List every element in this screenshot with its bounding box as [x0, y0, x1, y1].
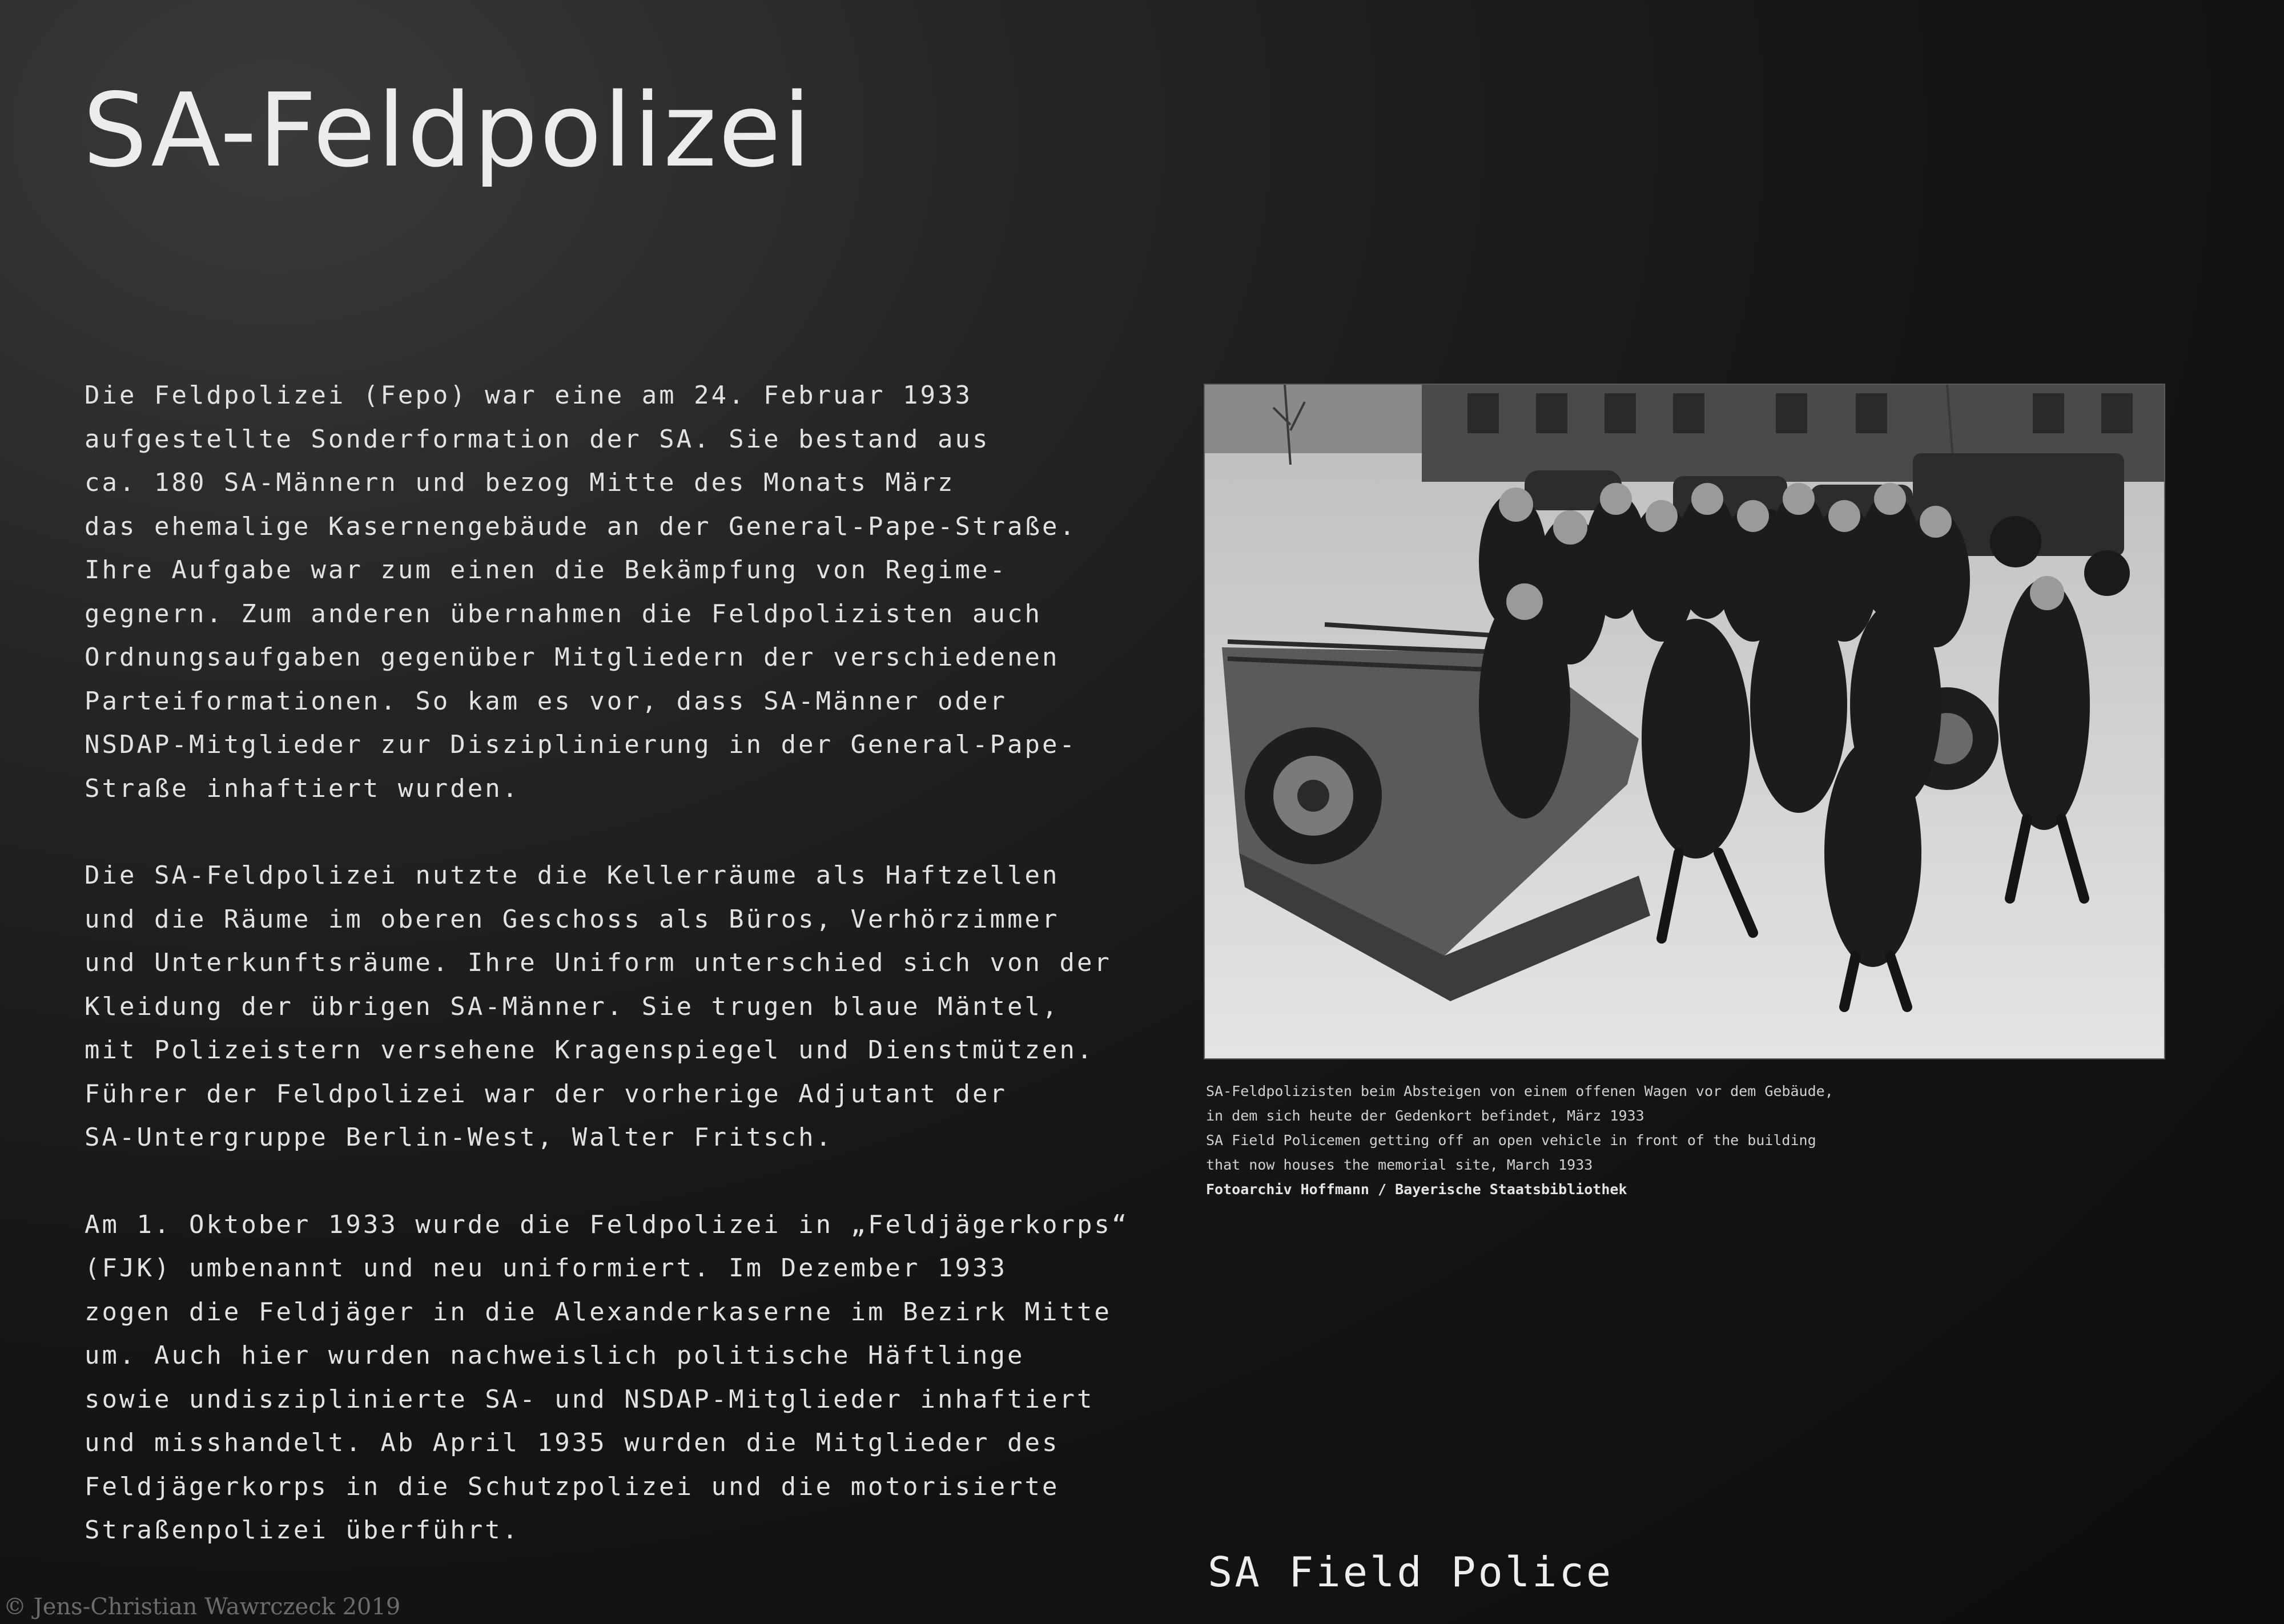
text-line: Am 1. Oktober 1933 wurde die Feldpolizei in „Feldjägerkorps“ — [85, 1210, 1129, 1239]
text-line: Die Feldpolizei (Fepo) war eine am 24. Februar 1933 — [85, 381, 973, 410]
text-line: gegnern. Zum anderen übernahmen die Feldpolizisten auch — [85, 599, 1042, 628]
text-line: Straßenpolizei überführt. — [85, 1516, 520, 1545]
text-line: aufgestellte Sonderformation der SA. Sie bestand aus — [85, 424, 990, 454]
text-line: ca. 180 SA-Männern und bezog Mitte des Monats März — [85, 468, 955, 497]
text-line: um. Auch hier wurden nachweislich politische Häftlinge — [85, 1341, 1025, 1370]
text-line: SA-Untergruppe Berlin-West, Walter Fritsch. — [85, 1123, 834, 1152]
paragraph-2 — [85, 854, 1112, 1160]
historical-photo — [1204, 384, 2165, 1059]
text-line: und die Räume im oberen Geschoss als Büros, Verhörzimmer — [85, 904, 1060, 934]
text-line: sowie undisziplinierte SA- und NSDAP-Mitglieder inhaftiert — [85, 1384, 1095, 1414]
paragraph-3 — [85, 1203, 1129, 1553]
body-text — [85, 374, 1129, 1596]
text-line: Feldjägerkorps in die Schutzpolizei und die motorisierte — [85, 1472, 1060, 1501]
text-line: (FJK) umbenannt und neu uniformiert. Im Dezember 1933 — [85, 1254, 1007, 1283]
text-line: Parteiformationen. So kam es vor, dass SA-Männer oder — [85, 686, 1007, 716]
caption-line: that now houses the memorial site, March 1933 — [1206, 1156, 1593, 1173]
caption-line: SA Field Policemen getting off an open vehicle in front of the building — [1206, 1132, 1816, 1149]
paragraph-1 — [85, 374, 1089, 811]
caption-line: SA-Feldpolizisten beim Absteigen von einem offenen Wagen vor dem Gebäude, — [1206, 1083, 1833, 1099]
text-line: und Unterkunftsräume. Ihre Uniform unterschied sich von der — [85, 948, 1112, 977]
text-line: NSDAP-Mitglieder zur Disziplinierung in der General-Pape- — [85, 730, 1077, 759]
text-line: Ihre Aufgabe war zum einen die Bekämpfung von Regime- — [85, 555, 1007, 585]
text-line: zogen die Feldjäger in die Alexanderkaserne im Bezirk Mitte — [85, 1297, 1112, 1327]
text-line: Ordnungsaufgaben gegenüber Mitgliedern der verschiedenen — [85, 643, 1060, 672]
text-line: und misshandelt. Ab April 1935 wurden die Mitglieder des — [85, 1428, 1060, 1457]
text-line: das ehemalige Kasernengebäude an der General-Pape-Straße. — [85, 511, 1077, 541]
caption-line: in dem sich heute der Gedenkort befindet, März 1933 — [1206, 1107, 1644, 1124]
text-line: Die SA-Feldpolizei nutzte die Kellerräume als Haftzellen — [85, 861, 1060, 890]
text-line: Kleidung der übrigen SA-Männer. Sie trugen blaue Mäntel, — [85, 992, 1060, 1021]
text-line: Straße inhaftiert wurden. — [85, 773, 520, 803]
copyright-watermark: © Jens-Christian Wawrczeck 2019 — [3, 1594, 401, 1620]
text-line: mit Polizeistern versehene Kragenspiegel und Dienstmützen. — [85, 1035, 1095, 1065]
english-title: SA Field Police — [1208, 1548, 1614, 1596]
photo-caption — [1206, 1079, 2120, 1202]
panel-title: SA-Feldpolizei — [83, 71, 813, 190]
text-line: Führer der Feldpolizei war der vorherige Adjutant der — [85, 1079, 1007, 1109]
photo-credit: Fotoarchiv Hoffmann / Bayerische Staatsbibliothek — [1206, 1181, 1627, 1198]
